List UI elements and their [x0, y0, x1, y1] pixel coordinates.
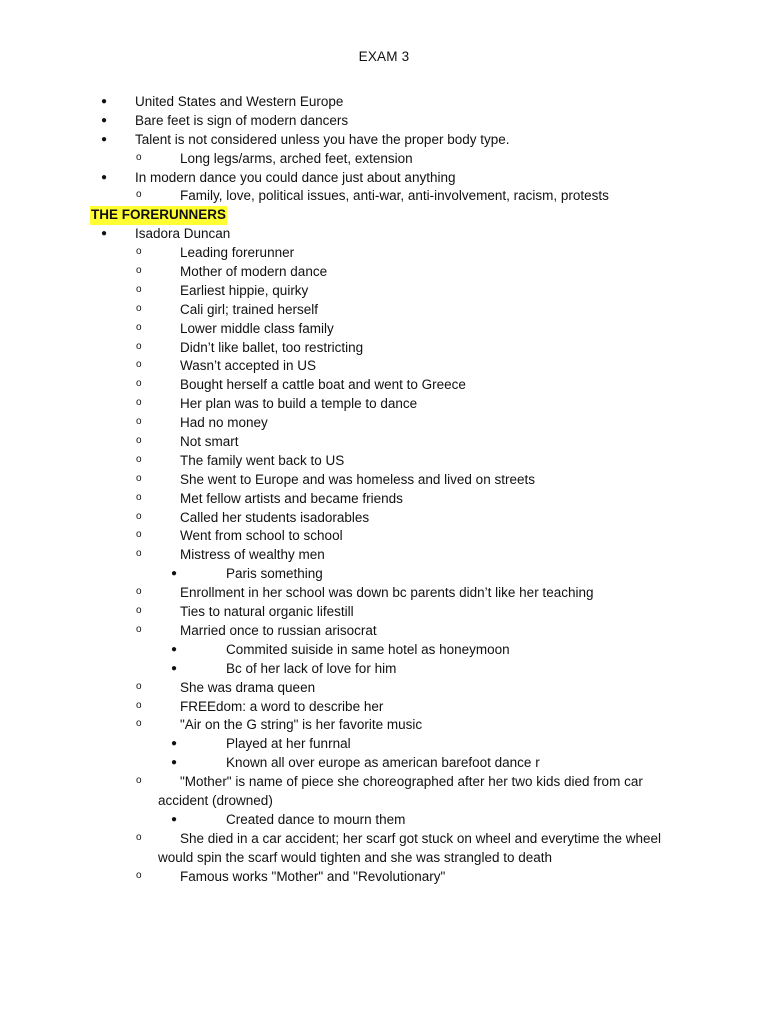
list-item [0, 452, 768, 471]
list-item [0, 112, 768, 131]
list-item [0, 471, 768, 490]
list-item-text: Known all over europe as american barefoot dance r [226, 755, 540, 771]
list-item-text: "Air on the G string" is her favorite music [180, 717, 423, 733]
circle-marker: o [136, 623, 142, 635]
list-item [0, 301, 768, 320]
list-item-text: Bare feet is sign of modern dancers [135, 112, 349, 128]
list-item-text: Met fellow artists and became friends [180, 490, 403, 506]
list-item [0, 93, 768, 112]
list-item [0, 603, 768, 622]
circle-marker: o [136, 189, 142, 201]
circle-marker: o [136, 283, 142, 295]
circle-marker: o [136, 302, 142, 314]
list-item [0, 868, 768, 887]
bullet-marker: ● [171, 662, 178, 674]
list-item [0, 641, 768, 660]
list-item [0, 527, 768, 546]
list-item-text: Didn’t like ballet, too restricting [180, 339, 364, 355]
list-item-text: Played at her funrnal [226, 736, 351, 752]
circle-marker: o [136, 548, 142, 560]
list-item [0, 244, 768, 263]
list-item-text: Isadora Duncan [135, 226, 231, 242]
circle-marker: o [136, 680, 142, 692]
list-item [0, 509, 768, 528]
list-item [0, 698, 768, 717]
circle-marker: o [136, 435, 142, 447]
circle-marker: o [136, 831, 142, 843]
circle-marker: o [136, 378, 142, 390]
circle-marker: o [136, 453, 142, 465]
list-item [0, 773, 768, 811]
list-item [0, 754, 768, 773]
circle-marker: o [136, 246, 142, 258]
list-item [0, 490, 768, 509]
list-item [0, 187, 768, 206]
circle-marker: o [136, 265, 142, 277]
list-item-text: Enrollment in her school was down bc parents didn’t like her teaching [180, 585, 594, 601]
bullet-marker: ● [171, 738, 178, 750]
list-item-text: Not smart [180, 434, 239, 450]
bullet-marker: ● [101, 114, 108, 126]
list-item-text: Created dance to mourn them [226, 811, 406, 827]
list-item [0, 584, 768, 603]
list-item-text: Leading forerunner [180, 245, 295, 261]
list-item-text: In modern dance you could dance just about anything [135, 169, 456, 185]
list-item [0, 622, 768, 641]
list-item [0, 433, 768, 452]
list-item [0, 735, 768, 754]
list-item-text: Commited suiside in same hotel as honeymoon [226, 641, 510, 657]
page-title: EXAM 3 [358, 49, 410, 64]
list-item-text: The family went back to US [180, 452, 345, 468]
bullet-marker: ● [101, 133, 108, 145]
circle-marker: o [136, 529, 142, 541]
list-item [0, 131, 768, 150]
circle-marker: o [136, 699, 142, 711]
circle-marker: o [136, 340, 142, 352]
circle-marker: o [136, 416, 142, 428]
list-item-text: Bc of her lack of love for him [226, 660, 397, 676]
list-item-text: FREEdom: a word to describe her [180, 698, 384, 714]
list-item-text: Wasn’t accepted in US [180, 358, 317, 374]
list-item-text: Lower middle class family [180, 320, 334, 336]
list-item-text: Married once to russian arisocrat [180, 622, 377, 638]
circle-marker: o [136, 151, 142, 163]
list-item-text: Famous works "Mother" and "Revolutionary" [180, 868, 446, 884]
bullet-marker: ● [171, 643, 178, 655]
bullet-marker: ● [101, 171, 108, 183]
circle-marker: o [136, 359, 142, 371]
list-item-text: Ties to natural organic lifestill [180, 604, 354, 620]
list-item-text: She went to Europe and was homeless and lived on streets [180, 471, 535, 487]
list-item [0, 811, 768, 830]
bullet-marker: ● [101, 96, 108, 107]
list-item [0, 263, 768, 282]
list-item-text: Cali girl; trained herself [180, 301, 319, 317]
list-item [0, 339, 768, 358]
bullet-marker: ● [171, 757, 178, 769]
list-item-text: Earliest hippie, quirky [180, 282, 309, 298]
list-item [0, 660, 768, 679]
list-item-text: She was drama queen [180, 679, 316, 695]
bullet-marker: ● [101, 228, 108, 240]
list-item-text: Bought herself a cattle boat and went to Greece [180, 377, 466, 393]
list-item [0, 716, 768, 735]
list-item-text: Called her students isadorables [180, 509, 370, 525]
bullet-marker: ● [171, 813, 178, 825]
circle-marker: o [136, 472, 142, 484]
circle-marker: o [136, 491, 142, 503]
list-item-text: Long legs/arms, arched feet, extension [180, 150, 413, 166]
list-item [0, 320, 768, 339]
list-item-text: Went from school to school [180, 528, 343, 544]
circle-marker: o [136, 775, 142, 787]
list-item [0, 169, 768, 188]
list-item [0, 546, 768, 565]
list-item [0, 679, 768, 698]
list-item [0, 225, 768, 244]
list-item-text: She died in a car accident; her scarf got stuck on wheel and everytime the wheel would spin the scarf would tighten and she was strangled to death [158, 830, 662, 865]
list-item [0, 282, 768, 301]
list-item [0, 357, 768, 376]
bullet-marker: ● [171, 568, 178, 580]
circle-marker: o [136, 869, 142, 881]
notes-list [0, 93, 768, 886]
section-heading-text: THE FORERUNNERS [90, 206, 227, 225]
list-item-text: Her plan was to build a temple to dance [180, 396, 418, 412]
list-item [0, 830, 768, 868]
circle-marker: o [136, 397, 142, 409]
list-item-text: Paris something [226, 566, 323, 582]
list-item-text: Mother of modern dance [180, 264, 328, 280]
list-item [0, 414, 768, 433]
list-item [0, 565, 768, 584]
circle-marker: o [136, 605, 142, 617]
circle-marker: o [136, 321, 142, 333]
list-item [0, 395, 768, 414]
section-heading [0, 206, 768, 225]
list-item-text: Mistress of wealthy men [180, 547, 325, 563]
list-item-text: "Mother" is name of piece she choreographed after her two kids died from car accident (drowned) [158, 774, 643, 808]
list-item [0, 150, 768, 169]
list-item-text: Had no money [180, 415, 268, 431]
list-item [0, 376, 768, 395]
circle-marker: o [136, 586, 142, 598]
circle-marker: o [136, 510, 142, 522]
list-item-text: Talent is not considered unless you have the proper body type. [135, 131, 510, 147]
circle-marker: o [136, 718, 142, 730]
list-item-text: United States and Western Europe [135, 94, 344, 109]
list-item-text: Family, love, political issues, anti-war, anti-involvement, racism, protests [180, 188, 609, 204]
